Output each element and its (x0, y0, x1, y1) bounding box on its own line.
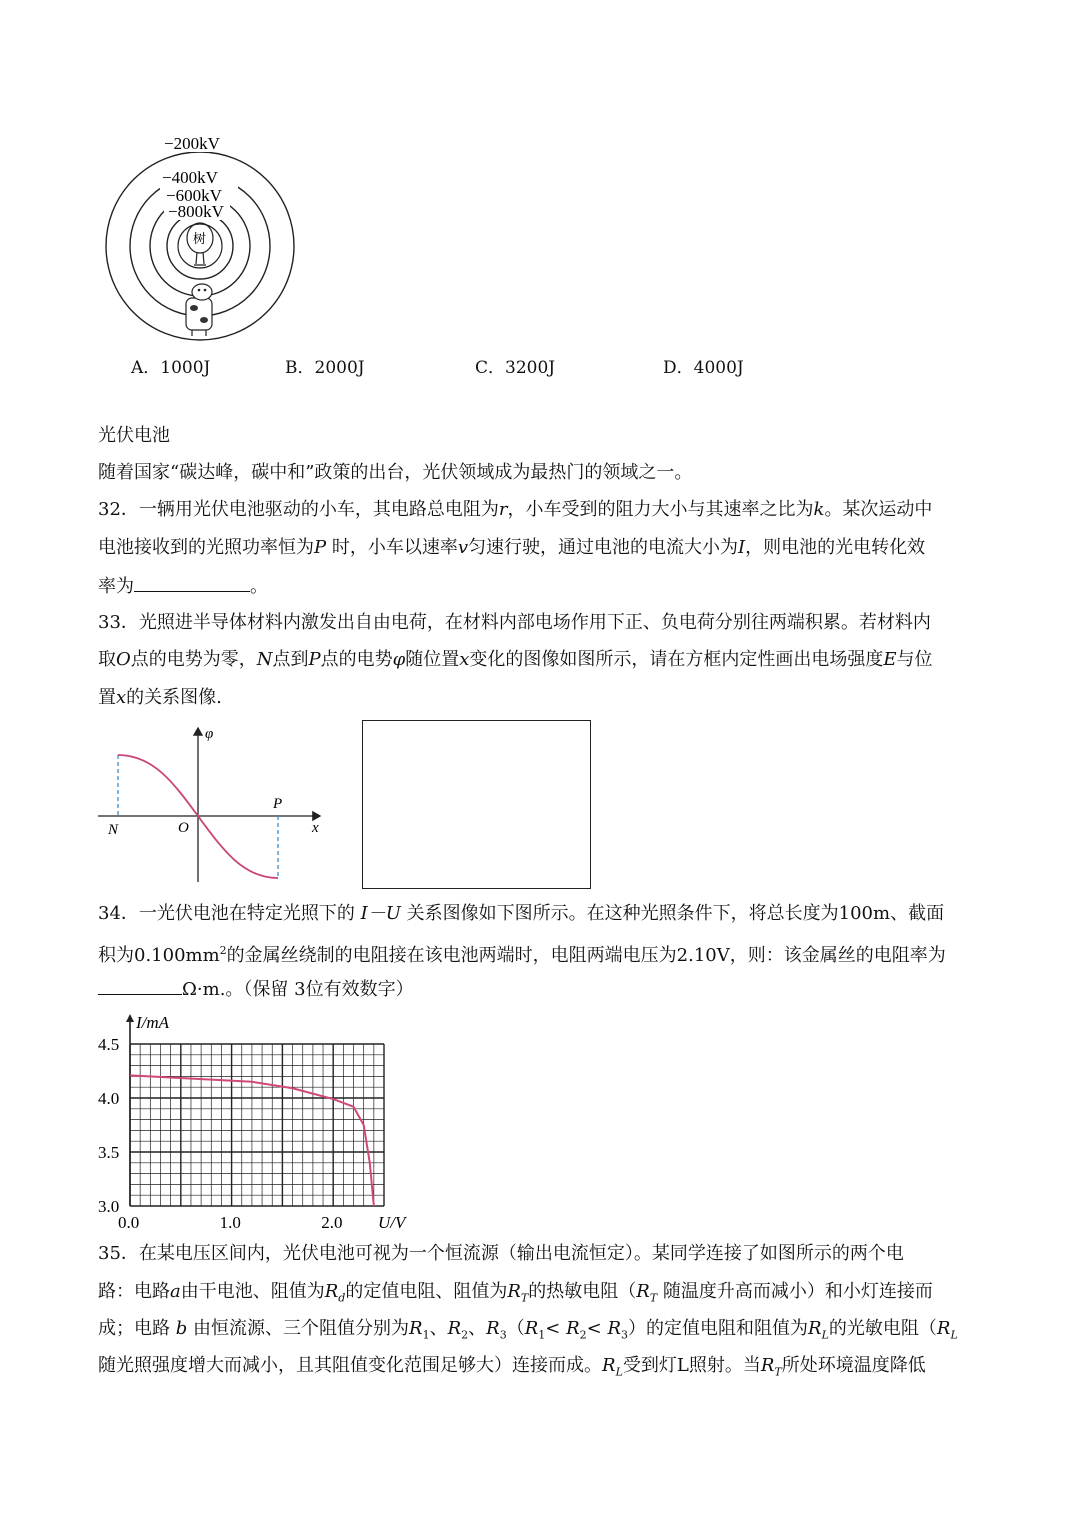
var-R: R (409, 1318, 423, 1339)
q34-line-3 (98, 976, 414, 1002)
x-axis-label: U/V (378, 1213, 406, 1232)
q35-line-4 (98, 1354, 926, 1385)
var-R: R (808, 1318, 822, 1339)
var-v: v (457, 537, 469, 558)
q35-text: 在某电压区间内，光伏电池可视为一个恒流源（输出电流恒定）。某同学连接了如图所示的两个电 (138, 1243, 904, 1264)
chart-ticks (98, 1035, 342, 1232)
axis-label-x: x (312, 820, 319, 836)
question-number: 33． (98, 612, 139, 633)
y-tick-label: 4.5 (98, 1035, 120, 1054)
question-number: 32． (98, 499, 139, 520)
q34-line-1 (98, 902, 944, 926)
var-IU: I－U (360, 903, 401, 924)
answer-blank[interactable] (98, 976, 182, 995)
y-axis-arrow (126, 1014, 134, 1022)
q33-line-1 (98, 611, 931, 635)
option-letter: B． (285, 358, 315, 378)
var-R: R (636, 1281, 650, 1302)
x-tick-label: 1.0 (219, 1213, 241, 1232)
sketch-answer-box[interactable] (362, 720, 591, 889)
x-tick-label: 2.0 (321, 1213, 343, 1232)
q32-text: 匀速行驶，通过电池的电流大小为 (468, 537, 739, 558)
option-a (131, 356, 210, 380)
y-tick-label: 3.5 (98, 1143, 120, 1162)
iu-chart (92, 1010, 432, 1236)
q32-line-2 (98, 536, 925, 560)
q33-text: 置 (98, 687, 116, 708)
option-c (475, 356, 555, 380)
q33-text: 随位置 (405, 649, 460, 670)
q33-text: 变化的图像如图所示，请在方框内定性画出电场强度 (469, 649, 884, 670)
var-E: E (883, 649, 897, 670)
q32-text: ，小车受到的阻力大小与其速率之比为 (507, 499, 814, 520)
var-R: R (447, 1318, 462, 1339)
section-intro: 随着国家“碳达峰，碳中和”政策的出台，光伏领域成为最热门的领域之一。 (98, 462, 693, 483)
subscript: 1 (422, 1328, 430, 1342)
potential-label-200: −200kV (164, 134, 220, 153)
q35-text: 随光照强度增大而减小，且其阻值变化范围足够大）连接而成。 (98, 1355, 602, 1376)
tree-icon (187, 223, 213, 265)
var-R: R (566, 1318, 580, 1339)
y-tick-label: 3.0 (98, 1197, 120, 1216)
q33-text: 与位 (896, 649, 933, 670)
subscript: L (615, 1365, 623, 1379)
equipotential-figure (98, 128, 308, 343)
q32-text: 一辆用光伏电池驱动的小车，其电路总电阻为 (138, 499, 499, 520)
var-P: P (308, 649, 321, 670)
option-text: 3200J (505, 358, 556, 378)
question-number: 34． (98, 903, 139, 924)
option-text: 4000J (693, 358, 744, 378)
q34-text: 的金属丝绕制的电阻接在该电池两端时，电阻两端电压为2.10V，则：该金属丝的电阻率为 (226, 945, 946, 966)
q33-text: 光照进半导体材料内激发出自由电荷，在材料内部电场作用下正、负电荷分别往两端积累。若材料内 (138, 612, 931, 633)
var-x: x (459, 649, 470, 670)
q32-text: 。某次运动中 (824, 499, 933, 520)
subscript: 3 (621, 1328, 628, 1342)
option-d (663, 356, 744, 380)
var-N: N (256, 649, 273, 670)
q33-text: 的关系图像. (126, 687, 222, 708)
answer-blank[interactable] (134, 573, 250, 592)
question-number: 35． (98, 1243, 139, 1264)
q32-text: 率为 (98, 576, 134, 597)
q35-text: 的热敏电阻（ (528, 1281, 637, 1302)
var-R: R (760, 1355, 775, 1376)
q35-text: 随温度升高而减小）和小灯连接而 (657, 1281, 933, 1302)
var-R: R (324, 1281, 339, 1302)
var-R: R (524, 1318, 539, 1339)
subscript: L (821, 1328, 829, 1342)
point-label-O: O (178, 820, 189, 836)
point-label-N: N (108, 822, 119, 838)
option-text: 2000J (314, 358, 365, 378)
subscript: 3 (499, 1328, 507, 1342)
point-label-P: P (273, 796, 283, 812)
subscript: 2 (579, 1328, 587, 1342)
q32-text: ，则电池的光电转化效 (745, 537, 926, 558)
q33-line-3 (98, 686, 222, 710)
var-R: R (507, 1281, 521, 1302)
q32-line-3 (98, 573, 268, 599)
subscript: T (774, 1365, 782, 1379)
q35-text: ）的定值电阻和阻值为 (628, 1318, 808, 1339)
subscript: 2 (461, 1328, 469, 1342)
option-b (285, 356, 365, 380)
q35-line-3 (98, 1317, 958, 1348)
var-k: k (813, 499, 825, 520)
q32-line-1 (98, 498, 932, 522)
var-R: R (607, 1318, 621, 1339)
q33-line-2 (98, 648, 933, 672)
cow-icon (186, 284, 212, 336)
potential-label-800: −800kV (168, 202, 224, 221)
q34-text: Ω·m.。（保留 3位有效数字） (182, 979, 414, 1000)
var-phi: φ (392, 649, 406, 670)
q32-text: 时，小车以速率 (326, 537, 458, 558)
chart-axes (126, 1014, 134, 1206)
q35-text: 成；电路 (98, 1318, 176, 1339)
option-text: 1000J (160, 358, 211, 378)
q35-text: 路：电路 (98, 1281, 170, 1302)
var-I: I (738, 537, 746, 558)
phi-x-figure (98, 722, 338, 888)
q35-text: 的光敏电阻（ (828, 1318, 937, 1339)
q34-text: 积为0.100mm (98, 945, 220, 966)
subscript: T (649, 1291, 658, 1305)
q33-text: 取 (98, 649, 116, 670)
q34-text: 一光伏电池在特定光照下的 (138, 903, 361, 924)
var-P: P (314, 537, 327, 558)
var-R: R (602, 1355, 616, 1376)
superscript: 2 (219, 944, 227, 957)
q33-text: 点的电势 (320, 649, 393, 670)
subscript: 1 (538, 1328, 546, 1342)
q35-text: 由恒流源、三个阻值分别为 (187, 1318, 409, 1339)
q35-text: 由干电池、阻值为 (180, 1281, 325, 1302)
q35-line-2 (98, 1280, 933, 1311)
q35-text: < (586, 1318, 608, 1339)
q34-line-2 (98, 939, 946, 968)
var-x: x (116, 687, 127, 708)
y-axis-label: I/mA (136, 1013, 170, 1032)
subscript: d (338, 1291, 346, 1305)
var-O: O (116, 649, 131, 670)
q35-text: < (545, 1318, 567, 1339)
q32-text: 电池接收到的光照功率恒为 (98, 537, 314, 558)
q35-text: 的定值电阻、阻值为 (345, 1281, 508, 1302)
q33-text: 点的电势为零， (130, 649, 257, 670)
x-tick-label: 0.0 (118, 1213, 140, 1232)
q35-text: （ (506, 1318, 525, 1339)
q34-text: 关系图像如下图所示。在这种光照条件下，将总长度为100m、截面 (400, 903, 945, 924)
q35-line-1 (98, 1242, 904, 1266)
var-a: a (170, 1281, 181, 1302)
y-tick-label: 4.0 (98, 1089, 120, 1108)
chart-grid (130, 1044, 384, 1206)
q35-text: 受到灯L照射。当 (622, 1355, 761, 1376)
var-R: R (486, 1318, 500, 1339)
tree-label: 树 (193, 231, 207, 246)
q35-text: 所处环境温度降低 (781, 1355, 926, 1376)
q35-text: 、 (468, 1318, 487, 1339)
option-letter: C． (475, 358, 506, 378)
q32-text: 。 (250, 576, 268, 597)
subscript: T (520, 1291, 529, 1305)
potential-label-400: −400kV (162, 168, 218, 187)
option-letter: A． (131, 358, 161, 378)
axis-label-phi: φ (205, 726, 214, 742)
subscript: L (950, 1328, 958, 1342)
var-r: r (498, 499, 508, 520)
var-b: b (175, 1318, 188, 1339)
option-letter: D． (663, 358, 694, 378)
var-R: R (936, 1318, 951, 1339)
q33-text: 点到 (272, 649, 309, 670)
q35-text: 、 (429, 1318, 448, 1339)
section-title: 光伏电池 (98, 425, 170, 446)
potential-label-600: −600kV (166, 186, 222, 205)
